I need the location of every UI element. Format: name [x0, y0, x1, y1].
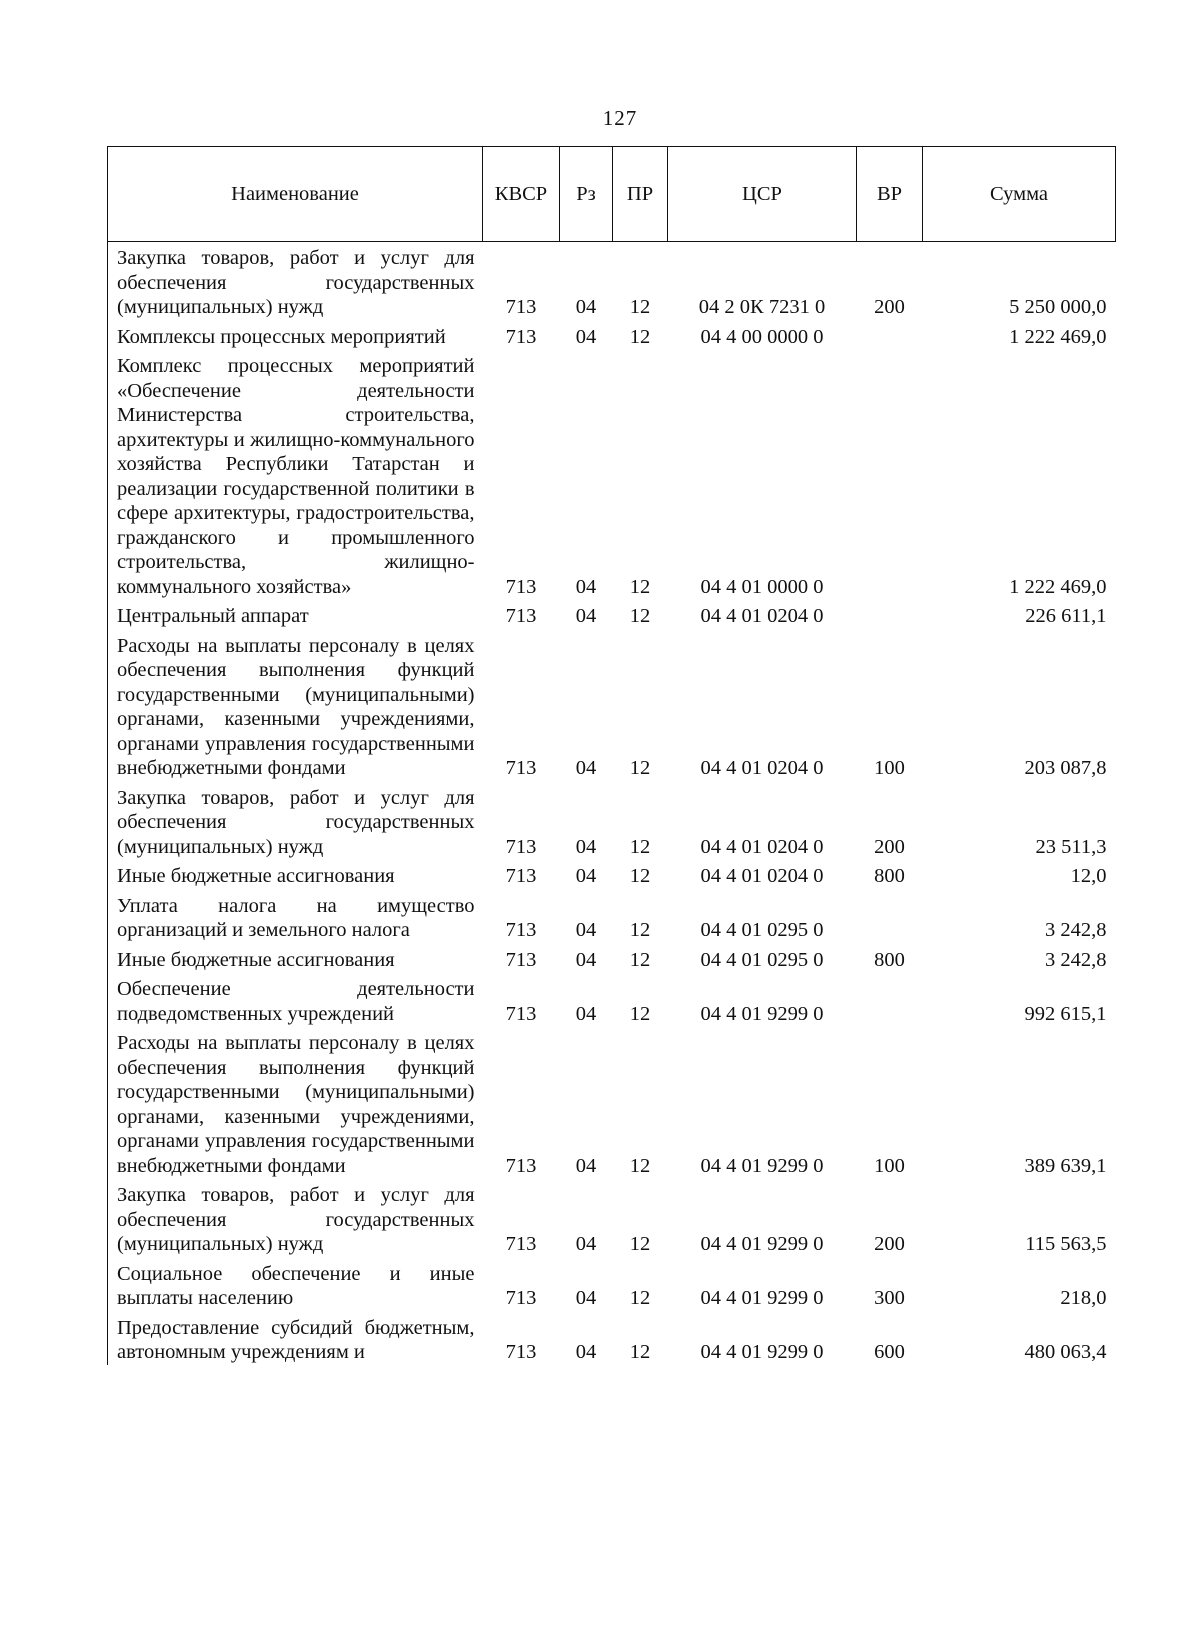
cell-csr: 04 4 01 9299 0	[700, 1341, 824, 1363]
column-header-rz: Рз	[560, 147, 613, 242]
cell-kvsr: 713	[505, 605, 537, 627]
table-row	[108, 977, 1116, 1031]
cell-rz: 04	[575, 296, 597, 318]
cell-pr: 12	[629, 757, 651, 779]
table-row	[108, 354, 1116, 604]
cell-sum: 1 222 469,0	[1009, 575, 1107, 598]
cell-sum: 12,0	[1070, 865, 1107, 887]
cell-vr: 200	[874, 296, 905, 318]
cell-sum: 3 242,8	[1045, 919, 1107, 941]
cell-sum: 115 563,5	[1025, 1233, 1107, 1255]
cell-rz: 04	[575, 1287, 597, 1309]
cell-pr: 12	[629, 919, 651, 941]
cell-pr: 12	[629, 605, 651, 627]
cell-pr: 12	[629, 1287, 651, 1309]
budget-table	[107, 146, 1116, 1365]
table-row	[108, 325, 1116, 355]
cell-kvsr: 713	[505, 1341, 537, 1363]
cell-vr	[857, 977, 923, 1031]
cell-name: Центральный аппарат	[108, 604, 483, 634]
cell-csr: 04 4 01 0000 0	[700, 575, 824, 598]
cell-pr: 12	[629, 1002, 651, 1025]
cell-vr: 600	[874, 1341, 905, 1363]
cell-pr: 12	[629, 948, 651, 971]
cell-pr: 12	[629, 575, 651, 598]
column-header-sum: Сумма	[923, 147, 1116, 242]
cell-rz: 04	[575, 1002, 597, 1025]
cell-name: Расходы на выплаты персоналу в целях обеспечения выполнения функций государственными (муниципальными) органами, казенными учреждениями, органами управления государственными внебюджетными фондами	[108, 1031, 483, 1183]
cell-sum: 480 063,4	[1024, 1341, 1107, 1363]
cell-name: Закупка товаров, работ и услуг для обеспечения государственных (муниципальных) нужд	[108, 242, 483, 325]
cell-name: Уплата налога на имущество организаций и земельного налога	[108, 894, 483, 948]
cell-sum: 218,0	[1060, 1287, 1107, 1309]
cell-vr: 300	[874, 1287, 905, 1309]
cell-vr: 800	[874, 948, 905, 971]
cell-vr: 100	[874, 1154, 905, 1177]
column-header-vr: ВР	[857, 147, 923, 242]
cell-pr: 12	[629, 296, 651, 318]
table-row	[108, 1183, 1116, 1262]
cell-csr: 04 4 01 9299 0	[700, 1002, 824, 1025]
cell-csr: 04 4 01 9299 0	[700, 1154, 824, 1177]
table-row	[108, 1031, 1116, 1183]
column-header-pr: ПР	[613, 147, 668, 242]
cell-vr: 100	[874, 757, 905, 779]
cell-vr: 800	[874, 865, 905, 887]
table-row	[108, 1262, 1116, 1316]
cell-sum: 389 639,1	[1024, 1154, 1107, 1177]
cell-pr: 12	[629, 325, 651, 348]
column-header-kvsr: КВСР	[483, 147, 560, 242]
cell-rz: 04	[575, 325, 597, 348]
cell-rz: 04	[575, 575, 597, 598]
cell-vr	[857, 894, 923, 948]
cell-rz: 04	[575, 835, 597, 858]
cell-rz: 04	[575, 1154, 597, 1177]
cell-vr	[857, 604, 923, 634]
cell-name: Расходы на выплаты персоналу в целях обеспечения выполнения функций государственными (муниципальными) органами, казенными учреждениями, органами управления государственными внебюджетными фондами	[108, 634, 483, 786]
cell-name: Иные бюджетные ассигнования	[108, 864, 483, 894]
cell-name: Комплекс процессных мероприятий «Обеспечение деятельности Министерства строительства, архитектуры и жилищно-коммунального хозяйства Республики Татарстан и реализации государственной политики в сфере архитектуры, градостроительства, гражданского и промышленного строительства, жилищно-коммунального хозяйства»	[108, 354, 483, 604]
cell-name: Комплексы процессных мероприятий	[108, 325, 483, 355]
cell-csr: 04 4 01 0204 0	[700, 865, 824, 887]
cell-vr: 200	[874, 835, 905, 858]
cell-rz: 04	[575, 605, 597, 627]
cell-rz: 04	[575, 865, 597, 887]
cell-kvsr: 713	[505, 1002, 537, 1025]
table-row	[108, 1316, 1116, 1365]
cell-pr: 12	[629, 1233, 651, 1255]
table-row	[108, 604, 1116, 634]
cell-kvsr: 713	[505, 296, 537, 318]
table-row	[108, 242, 1116, 325]
cell-kvsr: 713	[505, 1233, 537, 1255]
cell-rz: 04	[575, 948, 597, 971]
cell-pr: 12	[629, 865, 651, 887]
table-row	[108, 948, 1116, 978]
cell-sum: 1 222 469,0	[1009, 325, 1107, 348]
cell-sum: 3 242,8	[1045, 948, 1107, 971]
table-row	[108, 786, 1116, 865]
cell-csr: 04 4 01 9299 0	[700, 1287, 824, 1309]
cell-kvsr: 713	[505, 835, 537, 858]
table-row	[108, 894, 1116, 948]
cell-kvsr: 713	[505, 919, 537, 941]
column-header-name: Наименование	[108, 147, 483, 242]
cell-name: Иные бюджетные ассигнования	[108, 948, 483, 978]
cell-pr: 12	[629, 1341, 651, 1363]
cell-csr: 04 4 01 0204 0	[700, 835, 824, 858]
cell-kvsr: 713	[505, 865, 537, 887]
cell-csr: 04 4 01 0204 0	[700, 757, 824, 779]
table-row	[108, 864, 1116, 894]
cell-sum: 5 250 000,0	[1009, 296, 1107, 318]
cell-kvsr: 713	[505, 757, 537, 779]
table-header	[108, 147, 1116, 242]
cell-vr	[857, 354, 923, 604]
cell-sum: 226 611,1	[1025, 605, 1107, 627]
table-body	[108, 242, 1116, 1365]
cell-sum: 203 087,8	[1024, 757, 1107, 779]
cell-vr	[857, 325, 923, 355]
cell-rz: 04	[575, 919, 597, 941]
cell-csr: 04 4 01 0295 0	[700, 919, 824, 941]
cell-csr: 04 4 01 0295 0	[700, 948, 824, 971]
cell-pr: 12	[629, 1154, 651, 1177]
cell-rz: 04	[575, 1233, 597, 1255]
cell-vr: 200	[874, 1233, 905, 1255]
cell-kvsr: 713	[505, 575, 537, 598]
cell-csr: 04 4 00 0000 0	[700, 325, 824, 348]
cell-sum: 23 511,3	[1035, 835, 1107, 858]
cell-sum: 992 615,1	[1024, 1002, 1107, 1025]
cell-name: Обеспечение деятельности подведомственных учреждений	[108, 977, 483, 1031]
table-row	[108, 634, 1116, 786]
cell-rz: 04	[575, 1341, 597, 1363]
cell-kvsr: 713	[505, 1154, 537, 1177]
cell-rz: 04	[575, 757, 597, 779]
page-number: 127	[602, 106, 638, 130]
cell-csr: 04 4 01 0204 0	[700, 605, 824, 627]
cell-csr: 04 4 01 9299 0	[700, 1233, 824, 1255]
cell-pr: 12	[629, 835, 651, 858]
cell-name: Социальное обеспечение и иные выплаты населению	[108, 1262, 483, 1316]
cell-kvsr: 713	[505, 948, 537, 971]
cell-name: Закупка товаров, работ и услуг для обеспечения государственных (муниципальных) нужд	[108, 1183, 483, 1262]
cell-csr: 04 2 0К 7231 0	[698, 296, 826, 318]
cell-name: Закупка товаров, работ и услуг для обеспечения государственных (муниципальных) нужд	[108, 786, 483, 865]
cell-name: Предоставление субсидий бюджетным, автономным учреждениям и	[108, 1316, 483, 1365]
cell-kvsr: 713	[505, 325, 537, 348]
column-header-csr: ЦСР	[668, 147, 857, 242]
cell-kvsr: 713	[505, 1287, 537, 1309]
